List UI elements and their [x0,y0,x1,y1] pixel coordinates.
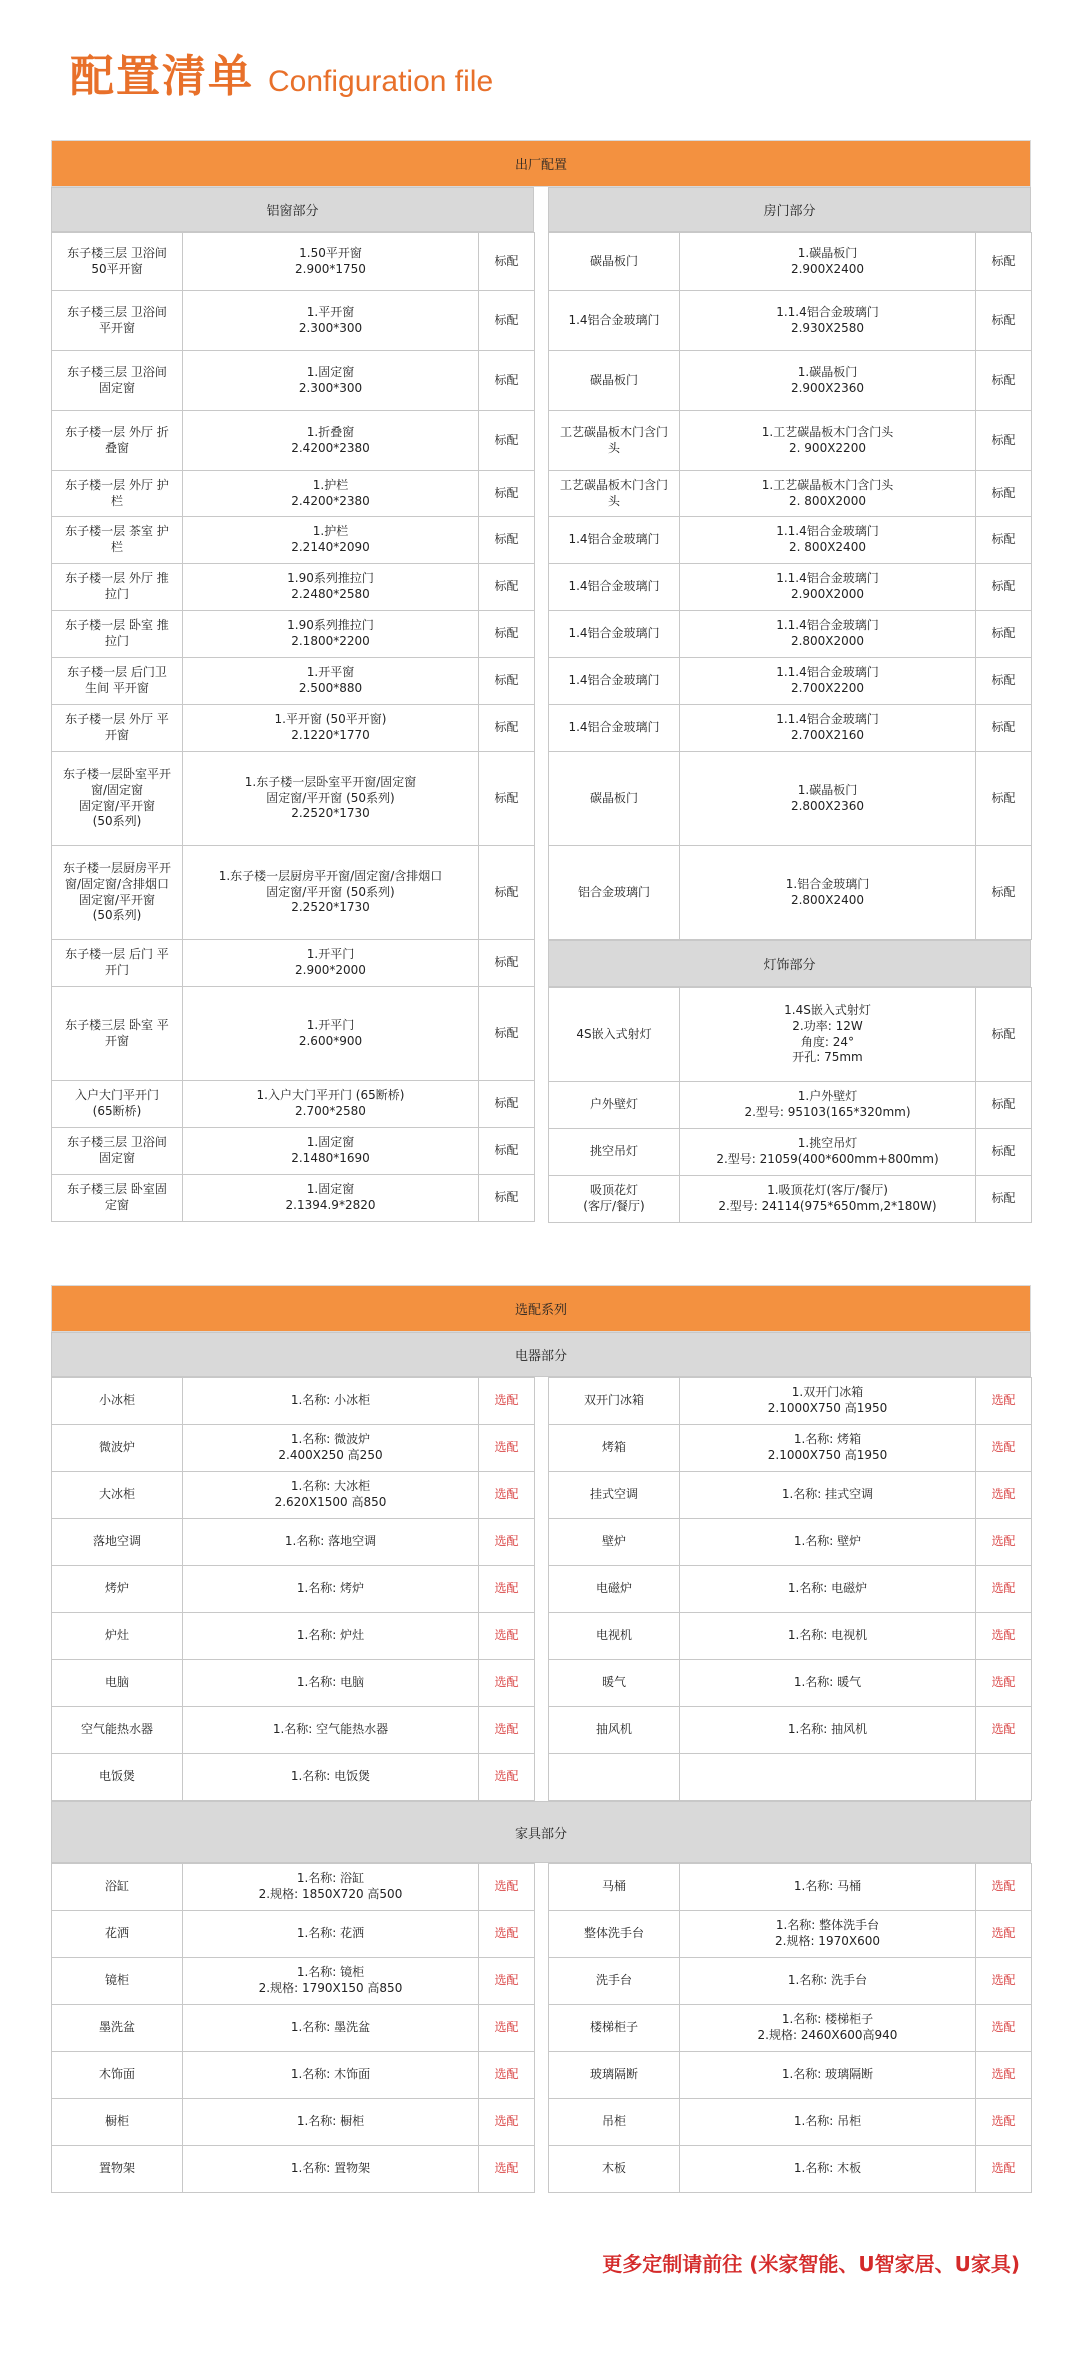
item-tag: 标配 [976,411,1032,471]
table-row [549,471,1032,517]
table-row [549,1911,1032,1958]
door-table [548,232,1032,940]
item-name: 炉灶 [52,1613,183,1660]
item-tag: 标配 [479,752,535,846]
item-tag: 选配 [479,1660,535,1707]
item-spec: 1.名称: 楼梯柜子 2.规格: 2460X600高940 [680,2005,976,2052]
table-row [549,1176,1032,1223]
aluminum-window-column [51,187,534,1223]
item-tag: 选配 [479,2052,535,2099]
item-spec: 1.吸顶花灯(客厅/餐厅) 2.型号: 24114(975*650mm,2*180W) [680,1176,976,1223]
item-spec: 1.平开窗 2.300*300 [183,291,479,351]
aluminum-window-table [51,232,535,1222]
item-name: 东子楼一层厨房平开 窗/固定窗/含排烟口 固定窗/平开窗 (50系列) [52,846,183,940]
furniture-table-left [51,1863,535,2193]
item-spec: 1.50平开窗 2.900*1750 [183,233,479,291]
item-tag: 标配 [976,988,1032,1082]
item-spec: 1.4S嵌入式射灯 2.功率: 12W 角度: 24° 开孔: 75mm [680,988,976,1082]
item-tag: 选配 [976,1378,1032,1425]
table-row [549,1378,1032,1425]
item-spec: 1.固定窗 2.300*300 [183,351,479,411]
item-tag: 选配 [976,1864,1032,1911]
item-spec: 1.名称: 电饭煲 [183,1754,479,1801]
item-name: 镜柜 [52,1958,183,2005]
item-spec: 1.名称: 橱柜 [183,2099,479,2146]
item-spec: 1.名称: 电脑 [183,1660,479,1707]
item-name: 东子楼三层 卧室 平 开窗 [52,987,183,1081]
item-tag: 标配 [479,987,535,1081]
item-name: 东子楼三层 卫浴间 固定窗 [52,351,183,411]
item-spec: 1.户外壁灯 2.型号: 95103(165*320mm) [680,1082,976,1129]
item-name: 墨洗盆 [52,2005,183,2052]
item-tag: 选配 [479,1911,535,1958]
item-spec: 1.工艺碳晶板木门含门头 2. 800X2000 [680,471,976,517]
item-name: 挑空吊灯 [549,1129,680,1176]
item-tag: 标配 [479,233,535,291]
item-tag: 标配 [976,705,1032,752]
empty-cell [680,1754,976,1801]
item-name: 东子楼一层卧室平开 窗/固定窗 固定窗/平开窗 (50系列) [52,752,183,846]
item-spec: 1.名称: 洗手台 [680,1958,976,2005]
item-spec: 1.名称: 落地空调 [183,1519,479,1566]
item-name: 东子楼一层 后门 平 开门 [52,940,183,987]
item-name: 1.4铝合金玻璃门 [549,564,680,611]
table-row [52,1175,535,1222]
item-spec: 1.名称: 吊柜 [680,2099,976,2146]
table-row [52,987,535,1081]
appliance-table-right [548,1377,1032,1801]
item-spec: 1.90系列推拉门 2.2480*2580 [183,564,479,611]
table-row [52,1707,535,1754]
item-tag: 标配 [479,658,535,705]
item-spec: 1.名称: 花洒 [183,1911,479,1958]
table-row [52,1864,535,1911]
table-row [549,1707,1032,1754]
table-row [52,517,535,564]
title-en: Configuration file [268,65,494,98]
item-tag: 标配 [479,517,535,564]
item-name: 吊柜 [549,2099,680,2146]
table-row [52,411,535,471]
item-tag: 标配 [976,846,1032,940]
item-tag: 标配 [976,1176,1032,1223]
item-spec: 1.名称: 烤箱 2.1000X750 高1950 [680,1425,976,1472]
item-spec: 1.名称: 挂式空调 [680,1472,976,1519]
factory-config-section [51,140,1031,1223]
table-row [549,1613,1032,1660]
item-spec: 1.固定窗 2.1394.9*2820 [183,1175,479,1222]
item-name: 电视机 [549,1613,680,1660]
table-row [52,752,535,846]
item-tag: 选配 [976,1519,1032,1566]
table-row [52,2005,535,2052]
table-row [52,940,535,987]
table-row [549,705,1032,752]
item-tag: 标配 [976,351,1032,411]
table-row [549,517,1032,564]
item-name: 烤炉 [52,1566,183,1613]
item-spec: 1.名称: 壁炉 [680,1519,976,1566]
item-spec: 1.1.4铝合金玻璃门 2.900X2000 [680,564,976,611]
item-spec: 1.名称: 马桶 [680,1864,976,1911]
item-tag: 选配 [976,1958,1032,2005]
item-name: 东子楼一层 外厅 护 栏 [52,471,183,517]
optional-section [51,1285,1031,2193]
item-name: 东子楼三层 卧室固 定窗 [52,1175,183,1222]
item-tag: 标配 [479,846,535,940]
table-row [52,1660,535,1707]
item-name: 东子楼一层 外厅 推 拉门 [52,564,183,611]
item-name: 浴缸 [52,1864,183,1911]
table-row [52,564,535,611]
item-tag: 选配 [976,2099,1032,2146]
table-row [52,1128,535,1175]
item-tag: 标配 [976,471,1032,517]
item-tag: 选配 [976,1425,1032,1472]
item-tag: 标配 [976,658,1032,705]
item-name: 小冰柜 [52,1378,183,1425]
item-spec: 1.碳晶板门 2.900X2400 [680,233,976,291]
item-tag: 选配 [479,2099,535,2146]
optional-header: 选配系列 [51,1285,1031,1332]
table-row [549,1566,1032,1613]
table-row [549,2005,1032,2052]
item-name: 吸顶花灯 (客厅/餐厅) [549,1176,680,1223]
item-tag: 选配 [479,1425,535,1472]
item-name: 碳晶板门 [549,752,680,846]
item-name: 1.4铝合金玻璃门 [549,705,680,752]
table-row [549,2099,1032,2146]
empty-cell [549,1754,680,1801]
item-spec: 1.固定窗 2.1480*1690 [183,1128,479,1175]
table-row [549,988,1032,1082]
item-tag: 选配 [479,1707,535,1754]
item-name: 1.4铝合金玻璃门 [549,658,680,705]
item-name: 东子楼三层 卫浴间 固定窗 [52,1128,183,1175]
appliance-header: 电器部分 [51,1332,1031,1377]
door-column [548,187,1031,1223]
title-zh: 配置清单 [70,51,254,102]
item-spec: 1.90系列推拉门 2.1800*2200 [183,611,479,658]
item-spec: 1.名称: 微波炉 2.400X250 高250 [183,1425,479,1472]
item-name: 双开门冰箱 [549,1378,680,1425]
table-row [52,1378,535,1425]
item-name: 暖气 [549,1660,680,1707]
item-tag: 选配 [976,2052,1032,2099]
item-spec: 1.1.4铝合金玻璃门 2.700X2160 [680,705,976,752]
furniture-columns [51,1863,1031,2193]
table-row [549,1519,1032,1566]
table-row [52,658,535,705]
empty-cell [976,1754,1032,1801]
aluminum-window-header: 铝窗部分 [51,187,534,232]
item-name: 1.4铝合金玻璃门 [549,291,680,351]
item-name: 东子楼三层 卫浴间 平开窗 [52,291,183,351]
item-tag: 选配 [479,2005,535,2052]
table-row [52,1613,535,1660]
item-name: 东子楼一层 外厅 折 叠窗 [52,411,183,471]
table-row [549,564,1032,611]
item-spec: 1.名称: 整体洗手台 2.规格: 1970X600 [680,1911,976,1958]
table-row [549,1660,1032,1707]
item-name: 户外壁灯 [549,1082,680,1129]
item-tag: 标配 [479,611,535,658]
factory-config-header: 出厂配置 [51,140,1031,187]
item-name: 碳晶板门 [549,233,680,291]
table-row [549,1472,1032,1519]
table-row [52,1519,535,1566]
item-spec: 1.开平门 2.900*2000 [183,940,479,987]
item-spec: 1.开平门 2.600*900 [183,987,479,1081]
item-name: 壁炉 [549,1519,680,1566]
item-name: 入户大门平开门 (65断桥) [52,1081,183,1128]
table-row [549,351,1032,411]
item-spec: 1.名称: 电视机 [680,1613,976,1660]
item-name: 工艺碳晶板木门含门 头 [549,471,680,517]
item-spec: 1.名称: 炉灶 [183,1613,479,1660]
item-tag: 标配 [479,1128,535,1175]
item-spec: 1.名称: 电磁炉 [680,1566,976,1613]
table-row [52,351,535,411]
item-tag: 标配 [479,564,535,611]
item-name: 1.4铝合金玻璃门 [549,611,680,658]
item-spec: 1.折叠窗 2.4200*2380 [183,411,479,471]
item-spec: 1.东子楼一层卧室平开窗/固定窗 固定窗/平开窗 (50系列) 2.2520*1730 [183,752,479,846]
table-row [52,1425,535,1472]
item-spec: 1.护栏 2.2140*2090 [183,517,479,564]
item-spec: 1.名称: 置物架 [183,2146,479,2193]
item-tag: 选配 [479,1566,535,1613]
item-tag: 选配 [976,1472,1032,1519]
item-tag: 标配 [976,752,1032,846]
table-row [549,411,1032,471]
item-tag: 选配 [479,1864,535,1911]
empty-row [549,1754,1032,1801]
item-spec: 1.名称: 木板 [680,2146,976,2193]
item-tag: 选配 [976,2146,1032,2193]
item-tag: 标配 [976,517,1032,564]
item-spec: 1.名称: 木饰面 [183,2052,479,2099]
item-name: 花洒 [52,1911,183,1958]
item-spec: 1.碳晶板门 2.900X2360 [680,351,976,411]
item-name: 挂式空调 [549,1472,680,1519]
item-spec: 1.入户大门平开门 (65断桥) 2.700*2580 [183,1081,479,1128]
table-row [52,233,535,291]
item-name: 铝合金玻璃门 [549,846,680,940]
table-row [52,1958,535,2005]
appliance-columns [51,1377,1031,1801]
item-tag: 标配 [479,1081,535,1128]
item-name: 微波炉 [52,1425,183,1472]
item-tag: 选配 [479,1378,535,1425]
item-spec: 1.工艺碳晶板木门含门头 2. 900X2200 [680,411,976,471]
table-row [549,846,1032,940]
item-spec: 1.名称: 暖气 [680,1660,976,1707]
table-row [549,1129,1032,1176]
item-name: 工艺碳晶板木门含门 头 [549,411,680,471]
table-row [52,1911,535,1958]
item-name: 橱柜 [52,2099,183,2146]
item-name: 落地空调 [52,1519,183,1566]
item-spec: 1.名称: 玻璃隔断 [680,2052,976,2099]
item-name: 东子楼一层 茶室 护 栏 [52,517,183,564]
item-tag: 选配 [976,1707,1032,1754]
item-name: 电脑 [52,1660,183,1707]
item-spec: 1.平开窗 (50平开窗) 2.1220*1770 [183,705,479,752]
table-row [52,1754,535,1801]
item-tag: 标配 [976,291,1032,351]
item-spec: 1.护栏 2.4200*2380 [183,471,479,517]
item-spec: 1.1.4铝合金玻璃门 2.800X2000 [680,611,976,658]
table-row [549,1082,1032,1129]
item-name: 烤箱 [549,1425,680,1472]
item-spec: 1.名称: 墨洗盆 [183,2005,479,2052]
table-row [549,752,1032,846]
table-row [549,2052,1032,2099]
item-spec: 1.名称: 镜柜 2.规格: 1790X150 高850 [183,1958,479,2005]
table-row [549,658,1032,705]
item-spec: 1.碳晶板门 2.800X2360 [680,752,976,846]
table-row [549,611,1032,658]
item-tag: 标配 [976,1129,1032,1176]
footer-note: 更多定制请前往 (米家智能、U智家居、U家具) [602,2252,1020,2276]
item-spec: 1.名称: 抽风机 [680,1707,976,1754]
item-spec: 1.名称: 空气能热水器 [183,1707,479,1754]
item-tag: 选配 [976,2005,1032,2052]
item-tag: 选配 [479,1754,535,1801]
item-tag: 标配 [479,940,535,987]
item-name: 置物架 [52,2146,183,2193]
item-tag: 选配 [976,1911,1032,1958]
table-row [52,2099,535,2146]
item-spec: 1.东子楼一层厨房平开窗/固定窗/含排烟口 固定窗/平开窗 (50系列) 2.2520*1730 [183,846,479,940]
item-name: 1.4铝合金玻璃门 [549,517,680,564]
item-tag: 标配 [976,611,1032,658]
item-spec: 1.1.4铝合金玻璃门 2. 800X2400 [680,517,976,564]
item-tag: 标配 [976,1082,1032,1129]
item-tag: 标配 [479,471,535,517]
factory-columns [51,187,1031,1223]
item-name: 电饭煲 [52,1754,183,1801]
item-name: 东子楼三层 卫浴间 50平开窗 [52,233,183,291]
item-tag: 选配 [479,1472,535,1519]
table-row [549,2146,1032,2193]
lamp-header: 灯饰部分 [548,940,1031,987]
item-tag: 标配 [479,351,535,411]
item-tag: 选配 [479,1519,535,1566]
table-row [52,1566,535,1613]
item-name: 东子楼一层 后门卫 生间 平开窗 [52,658,183,705]
item-name: 大冰柜 [52,1472,183,1519]
item-name: 空气能热水器 [52,1707,183,1754]
item-spec: 1.名称: 烤炉 [183,1566,479,1613]
door-header: 房门部分 [548,187,1031,232]
item-tag: 标配 [479,1175,535,1222]
item-spec: 1.铝合金玻璃门 2.800X2400 [680,846,976,940]
item-tag: 标配 [479,705,535,752]
item-spec: 1.名称: 大冰柜 2.620X1500 高850 [183,1472,479,1519]
item-name: 东子楼一层 外厅 平 开窗 [52,705,183,752]
table-row [549,1958,1032,2005]
item-name: 马桶 [549,1864,680,1911]
table-row [52,2052,535,2099]
item-tag: 选配 [976,1566,1032,1613]
table-row [52,471,535,517]
item-name: 楼梯柜子 [549,2005,680,2052]
item-tag: 标配 [479,411,535,471]
appliance-table-left [51,1377,535,1801]
item-spec: 1.双开门冰箱 2.1000X750 高1950 [680,1378,976,1425]
item-spec: 1.1.4铝合金玻璃门 2.930X2580 [680,291,976,351]
item-name: 整体洗手台 [549,1911,680,1958]
item-name: 东子楼一层 卧室 推 拉门 [52,611,183,658]
furniture-table-right [548,1863,1032,2193]
item-name: 玻璃隔断 [549,2052,680,2099]
page-title [70,40,493,100]
table-row [52,846,535,940]
item-tag: 标配 [976,233,1032,291]
item-spec: 1.名称: 浴缸 2.规格: 1850X720 高500 [183,1864,479,1911]
table-row [549,291,1032,351]
item-name: 电磁炉 [549,1566,680,1613]
item-tag: 选配 [479,2146,535,2193]
item-spec: 1.名称: 小冰柜 [183,1378,479,1425]
item-spec: 1.1.4铝合金玻璃门 2.700X2200 [680,658,976,705]
item-name: 洗手台 [549,1958,680,2005]
item-tag: 选配 [479,1613,535,1660]
table-row [52,291,535,351]
table-row [52,611,535,658]
table-row [52,1081,535,1128]
item-tag: 选配 [976,1613,1032,1660]
table-row [549,1864,1032,1911]
item-tag: 标配 [479,291,535,351]
item-name: 碳晶板门 [549,351,680,411]
furniture-header: 家具部分 [51,1801,1031,1863]
item-tag: 选配 [479,1958,535,2005]
item-spec: 1.开平窗 2.500*880 [183,658,479,705]
table-row [549,1425,1032,1472]
item-tag: 标配 [976,564,1032,611]
item-name: 木饰面 [52,2052,183,2099]
table-row [52,705,535,752]
item-spec: 1.挑空吊灯 2.型号: 21059(400*600mm+800mm) [680,1129,976,1176]
table-row [52,1472,535,1519]
item-tag: 选配 [976,1660,1032,1707]
lamp-table [548,987,1032,1223]
item-name: 4S嵌入式射灯 [549,988,680,1082]
table-row [52,2146,535,2193]
table-row [549,233,1032,291]
item-name: 抽风机 [549,1707,680,1754]
item-name: 木板 [549,2146,680,2193]
